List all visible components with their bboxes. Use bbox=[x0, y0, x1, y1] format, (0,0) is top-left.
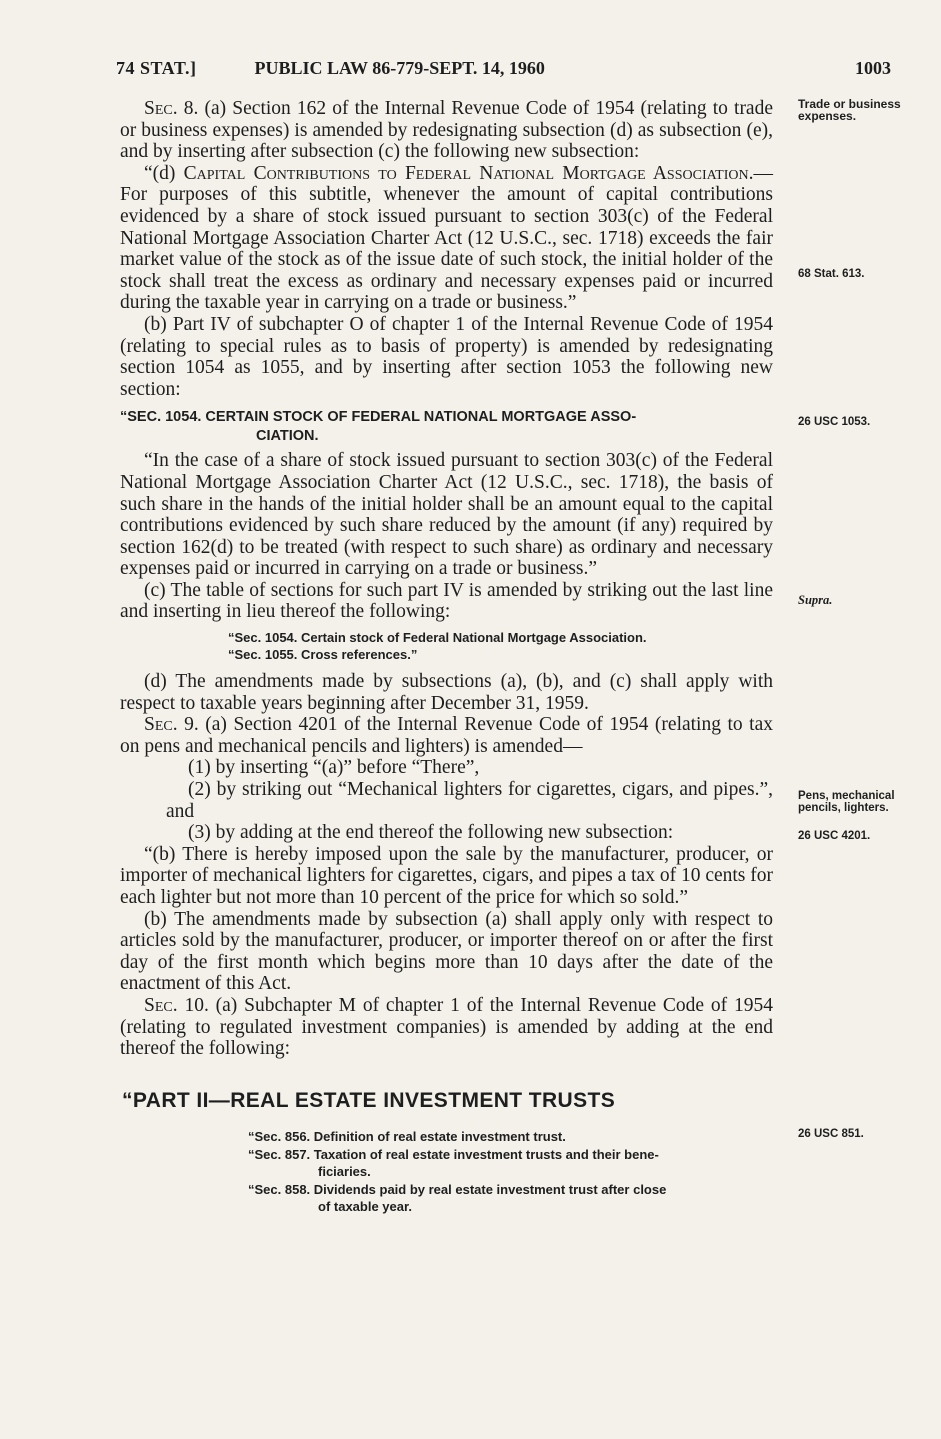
table-line: “Sec. 1054. Certain stock of Federal National Mortgage Association. bbox=[228, 630, 647, 646]
heading-line-continued: CIATION. bbox=[256, 428, 319, 445]
toc-line: “Sec. 858. Dividends paid by real estate investment trust after close bbox=[248, 1181, 667, 1197]
section-1054-paragraph: “In the case of a share of stock issued pursuant to section 303(c) of the Federal National Mortgage Association Charter Act (12 U.S.C., sec. 1718), the basis of such share in the hands of the initial holder shall be an amount equal to the capital contributions evidenced by such share reduced by the amount (if any) required by section 162(d) to be treated (with respect to such share) as ordinary and necessary expenses paid or incurred in carrying on a trade or business.” bbox=[120, 450, 773, 580]
section-9b-paragraph: (b) The amendments made by subsection (a) shall apply only with respect to articles sold by the manufacturer, producer, or importer thereof on or after the first day of the first month which begins more than 10 days after the date of the enactment of this Act. bbox=[120, 908, 773, 995]
amendment-item-1: (1) by inserting “(a)” before “There”, bbox=[188, 757, 480, 779]
table-of-sections bbox=[120, 629, 773, 663]
section-8c-paragraph: (c) The table of sections for such part IV is amended by striking out the last line and inserting in lieu thereof the following: bbox=[120, 579, 773, 623]
margin-note-supra: Supra. bbox=[798, 593, 833, 607]
subsection-heading: Capital Contributions to Federal National Mortgage Association. bbox=[183, 162, 754, 184]
toc-line: “Sec. 856. Definition of real estate investment trust. bbox=[248, 1129, 566, 1145]
subsection-d-paragraph bbox=[120, 163, 773, 314]
amendment-item-3: (3) by adding at the end thereof the following new subsection: bbox=[188, 822, 674, 844]
page-number: 1003 bbox=[855, 58, 891, 78]
toc-line-continued: of taxable year. bbox=[318, 1199, 412, 1215]
margin-note-26-usc-4201: 26 USC 4201. bbox=[798, 830, 871, 842]
margin-note-26-usc-851: 26 USC 851. bbox=[798, 1128, 864, 1140]
margin-note-26-usc-1053: 26 USC 1053. bbox=[798, 416, 871, 428]
section-8d-paragraph: (d) The amendments made by subsections (a), (b), and (c) shall apply with respect to taxable years beginning after December 31, 1959. bbox=[120, 671, 773, 714]
subsection-b-text: “(b) There is hereby imposed upon the sale by the manufacturer, producer, or importer of mechanical lighters for cigarettes, cigars, and pipes a tax of 10 cents for each lighter but not more than 10 percent of the price for which so sold.” bbox=[120, 843, 774, 908]
toc-line: “Sec. 857. Taxation of real estate investment trusts and their bene- bbox=[248, 1146, 659, 1162]
section-label: Sec. bbox=[144, 714, 178, 736]
section-label: Sec. bbox=[144, 98, 178, 119]
table-line: “Sec. 1055. Cross references.” bbox=[228, 647, 418, 663]
heading-line: “SEC. 1054. CERTAIN STOCK OF FEDERAL NATIONAL MORTGAGE ASSO- bbox=[120, 409, 637, 426]
volume-reference: 74 STAT.] bbox=[116, 58, 197, 78]
page-header bbox=[116, 58, 891, 79]
margin-note-pens-lighters: Pens, mechanical pencils, lighters. bbox=[798, 790, 895, 814]
subsection-label: “(d) bbox=[144, 162, 184, 184]
margin-note-trade-expenses: Trade or business expenses. bbox=[798, 97, 901, 123]
section-10a-paragraph bbox=[120, 995, 773, 1060]
section-8a-paragraph bbox=[120, 98, 773, 163]
paragraph-text: 9. (a) Section 4201 of the Internal Revenue Code of 1954 (relating to tax on pens and mechanical pencils and lighters) is amended— bbox=[120, 714, 773, 757]
page-body bbox=[120, 98, 773, 1217]
part-ii-contents bbox=[120, 1129, 773, 1216]
margin-note-68-stat: 68 Stat. 613. bbox=[798, 268, 865, 280]
amendment-item-2: (2) by striking out “Mechanical lighters for cigarettes, cigars, and pipes.”, and bbox=[166, 779, 773, 822]
paragraph-text: —For purposes of this subtitle, whenever the amount of capital contributions evidenced by a share of stock issued pursuant to section 303(c) of the Federal National Mortgage Association Charter Act (12 U.S.C., sec. 1718) exceeds the fair market value of the stock as of the issue date of such stock, the initial holder of the stock shall treat the excess as ordinary and necessary expenses paid or incurred during the taxable year in carrying on a trade or business.” bbox=[120, 162, 773, 314]
part-ii-title: “PART II—REAL ESTATE INVESTMENT TRUSTS bbox=[122, 1088, 616, 1112]
section-label: Sec. bbox=[144, 994, 178, 1016]
section-1054-heading bbox=[120, 408, 773, 446]
section-8b-paragraph: (b) Part IV of subchapter O of chapter 1 of the Internal Revenue Code of 1954 (relating to special rules as to basis of property) is amended by redesignating section 1054 as 1055, and by inserting after section 1053 the following new section: bbox=[120, 313, 773, 400]
paragraph-text: 8. (a) Section 162 of the Internal Revenue Code of 1954 (relating to trade or business expenses) is amended by redesignating subsection (d) as subsection (e), and by inserting after subsection (c) the following new subsection: bbox=[120, 98, 773, 163]
paragraph-text: 10. (a) Subchapter M of chapter 1 of the Internal Revenue Code of 1954 (relating to regulated investment companies) is amended by adding at the end thereof the following: bbox=[120, 994, 773, 1060]
section-9a-paragraph bbox=[120, 714, 773, 757]
running-title: PUBLIC LAW 86-779-SEPT. 14, 1960 bbox=[254, 58, 545, 78]
toc-line-continued: ficiaries. bbox=[318, 1164, 371, 1180]
